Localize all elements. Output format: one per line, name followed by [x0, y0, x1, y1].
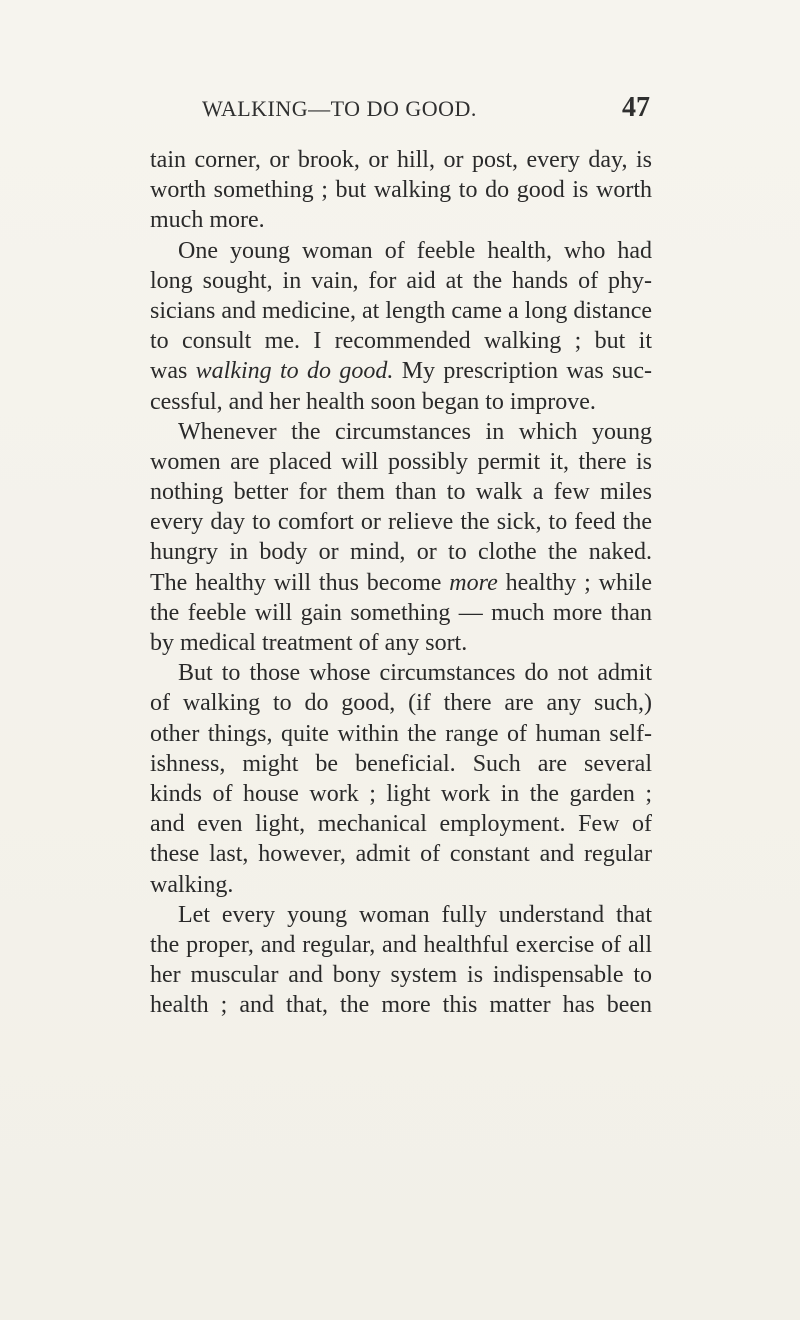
running-title: WALKING—TO DO GOOD. — [202, 96, 477, 121]
text-line: kinds of house work ; light work in the garden ; — [150, 780, 652, 807]
paragraph-first-line: Let every young woman fully understand that — [178, 901, 652, 928]
italic-phrase: walking to do good. — [195, 358, 394, 385]
text-line: long sought, in vain, for aid at the hands of phy- — [150, 267, 652, 294]
text-line: sicians and medicine, at length came a long distance — [150, 297, 652, 324]
text-segment: My prescription was suc- — [401, 358, 653, 385]
text-line: walking. — [150, 871, 234, 898]
text-line: health ; and that, the more this matter has been — [150, 992, 652, 1019]
text-line: every day to comfort or relieve the sick, to feed the — [150, 509, 652, 536]
text-line: other things, quite within the range of human self- — [150, 720, 652, 747]
text-line: much more. — [150, 207, 265, 234]
text-line: tain corner, or brook, or hill, or post, every day, is — [150, 147, 652, 173]
text-line-with-italic — [150, 568, 652, 598]
text-line: cessful, and her health soon began to improve. — [150, 388, 596, 415]
text-line: to consult me. I recommended walking ; but it — [150, 328, 652, 355]
page-header — [150, 92, 650, 136]
text-line: the proper, and regular, and healthful exercise of all — [150, 931, 652, 958]
text-segment: healthy ; while — [505, 569, 652, 596]
italic-word: more — [449, 569, 498, 596]
text-segment: was — [150, 358, 196, 385]
text-line: ishness, might be beneficial. Such are several — [150, 750, 652, 777]
text-line: hungry in body or mind, or to clothe the naked. — [150, 539, 652, 566]
paragraph-first-line: One young woman of feeble health, who had — [178, 237, 652, 264]
text-line: these last, however, admit of constant and regular — [150, 841, 652, 868]
text-line: worth something ; but walking to do good is worth — [150, 177, 652, 204]
text-line: the feeble will gain something — much more than — [150, 599, 652, 626]
text-segment: The healthy will thus become — [150, 569, 450, 596]
page-body — [150, 145, 652, 1020]
text-line: of walking to do good, (if there are any such,) — [150, 690, 652, 717]
text-line: her muscular and bony system is indispensable to — [150, 962, 652, 989]
text-line: and even light, mechanical employment. Few of — [150, 811, 652, 838]
text-line: nothing better for them than to walk a few miles — [150, 479, 652, 506]
text-line-with-italic — [150, 356, 652, 386]
text-line: women are placed will possibly permit it, there is — [150, 448, 652, 475]
page-number: 47 — [622, 92, 650, 123]
text-line: by medical treatment of any sort. — [150, 630, 468, 656]
paragraph-first-line: But to those whose circumstances do not admit — [178, 660, 652, 687]
paragraph-first-line: Whenever the circumstances in which young — [178, 418, 652, 445]
